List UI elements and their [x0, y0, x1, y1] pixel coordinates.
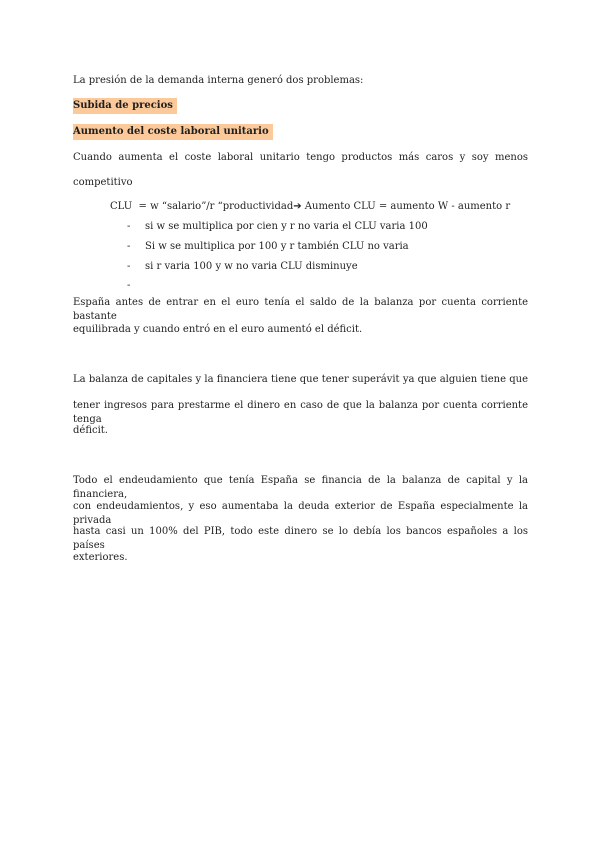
- debt-paragraph-line-4: exteriores.: [73, 552, 128, 563]
- capital-paragraph-line-1: La balanza de capitales y la financiera tiene que tener superávit ya que alguien tiene que: [73, 374, 528, 385]
- highlight-heading-prices: [73, 99, 528, 113]
- clu-formula: CLU = w “salario”/r “productividad➔ Aumento CLU = aumento W - aumento r: [110, 201, 511, 212]
- highlight-heading-clu: [73, 125, 528, 139]
- highlight-clu: Aumento del coste laboral unitario: [73, 124, 273, 140]
- clu-paragraph-line-2: competitivo: [73, 177, 133, 188]
- list-item-text: Si w se multiplica por 100 y r también CLU no varia: [145, 241, 409, 252]
- list-item: [127, 260, 527, 274]
- list-item-text: si r varia 100 y w no varia CLU disminuye: [145, 261, 358, 272]
- debt-paragraph-line-2: con endeudamientos, y eso aumentaba la deuda exterior de España especialmente la privada: [73, 501, 528, 526]
- bullet-marker: -: [127, 261, 131, 272]
- bullet-marker: -: [127, 241, 131, 252]
- capital-paragraph-line-2: tener ingresos para prestarme el dinero en caso de que la balanza por cuenta corriente tenga: [73, 400, 528, 425]
- debt-paragraph-line-1: Todo el endeudamiento que tenía España se financia de la balanza de capital y la financiera,: [73, 475, 528, 500]
- debt-paragraph-line-3: hasta casi un 100% del PIB, todo este dinero se lo debía los bancos españoles a los países: [73, 526, 528, 551]
- spain-paragraph-line-2: equilibrada y cuando entró en el euro aumentó el déficit.: [73, 324, 363, 335]
- bullet-marker: -: [127, 280, 131, 291]
- list-item: [127, 279, 527, 293]
- list-item: [127, 220, 527, 234]
- intro-text: La presión de la demanda interna generó dos problemas:: [73, 75, 364, 86]
- capital-paragraph-line-3: déficit.: [73, 425, 108, 436]
- spain-paragraph-line-1: España antes de entrar en el euro tenía el saldo de la balanza por cuenta corriente bastante: [73, 297, 528, 322]
- highlight-prices: Subida de precios: [73, 98, 177, 114]
- list-item: [127, 240, 527, 254]
- list-item-text: si w se multiplica por cien y r no varia el CLU varia 100: [145, 221, 428, 232]
- bullet-marker: -: [127, 221, 131, 232]
- clu-paragraph-line-1: Cuando aumenta el coste laboral unitario tengo productos más caros y soy menos: [73, 152, 528, 163]
